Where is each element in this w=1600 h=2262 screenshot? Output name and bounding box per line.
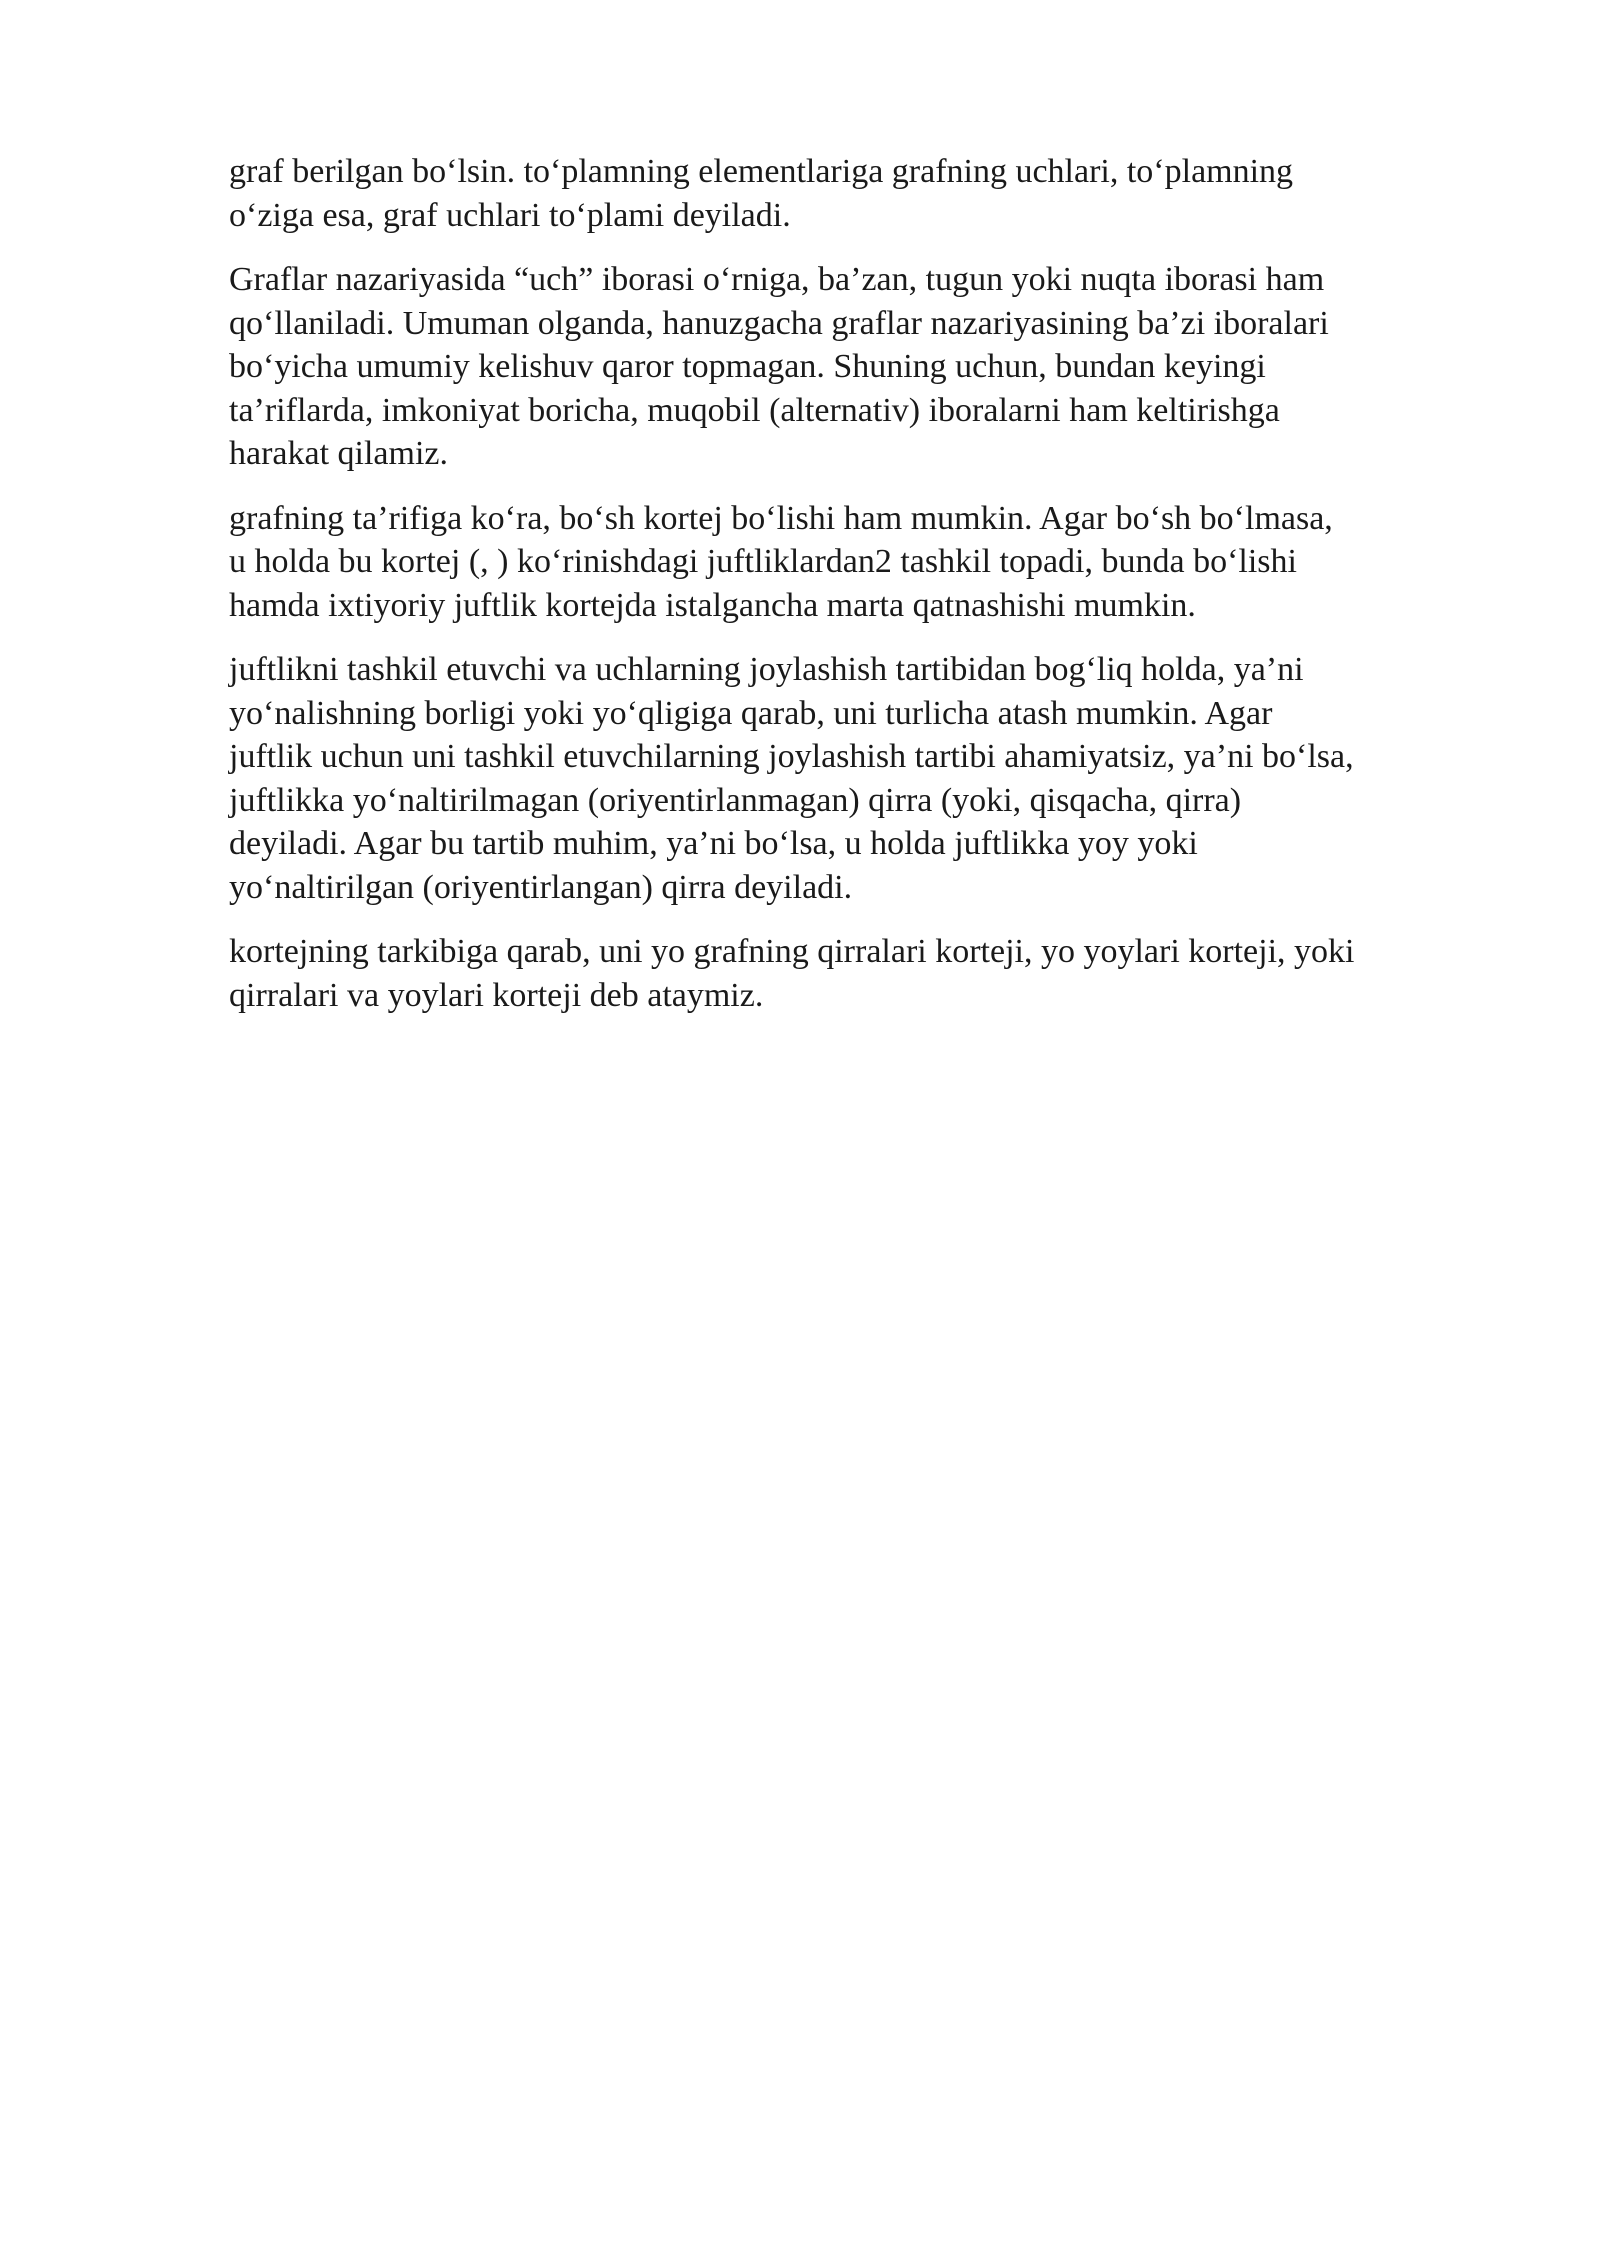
paragraph-5: kortejning tarkibiga qarab, uni yo grafning qirralari korteji, yo yoylari korteji, yoki qirralari va yoylari korteji deb ataymiz.: [229, 933, 1355, 1014]
paragraph-1: graf berilgan bo‘lsin. to‘plamning elementlariga grafning uchlari, to‘plamning o‘ziga esa, graf uchlari to‘plami deyiladi.: [229, 153, 1294, 234]
document-body: [229, 150, 1529, 1038]
paragraph-2: Graflar nazariyasida “uch” iborasi o‘rniga, ba’zan, tugun yoki nuqta iborasi ham qo‘llaniladi. Umuman olganda, hanuzgacha graflar nazariyasining ba’zi iboralari bo‘yicha umumiy kelishuv qaror topmagan. Shuning uchun, bundan keyingi ta’riflarda, imkoniyat boricha, muqobil (alternativ) iboralarni ham keltirishga harakat qilamiz.: [229, 261, 1329, 472]
paragraph-3: grafning ta’rifiga ko‘ra, bo‘sh kortej bo‘lishi ham mumkin. Agar bo‘sh bo‘lmasa, u holda bu kortej (, ) ko‘rinishdagi juftliklardan2 tashkil topadi, bunda bo‘lishi hamda ixtiyoriy juftlik kortejda istalgancha marta qatnashishi mumkin.: [229, 499, 1333, 624]
paragraph-4: juftlikni tashkil etuvchi va uchlarning joylashish tartibidan bog‘liq holda, ya’ni yo‘nalishning borligi yoki yo‘qligiga qarab, uni turlicha atash mumkin. Agar juftlik uchun uni tashkil etuvchilarning joylashish tartibi ahamiyatsiz, ya’ni bo‘lsa, juftlikka yo‘naltirilmagan (oriyentirlanmagan) qirra (yoki, qisqacha, qirra) deyiladi. Agar bu tartib muhim, ya’ni bo‘lsa, u holda juftlikka yoy yoki yo‘naltirilgan (oriyentirlangan) qirra deyiladi.: [229, 651, 1354, 906]
